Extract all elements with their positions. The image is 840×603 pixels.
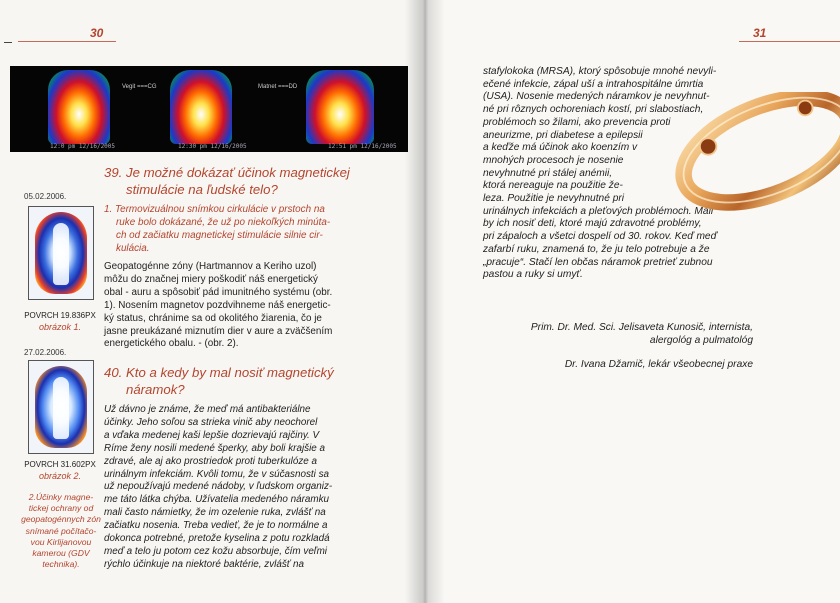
figure1-aura-image [28, 206, 94, 300]
page-number-left: 30 [90, 26, 104, 40]
figure2-date: 27.02.2006. [24, 348, 67, 357]
figure1-label: obrázok 1. [38, 322, 82, 332]
figure2-label: obrázok 2. [38, 471, 82, 481]
question-39-body: Geopatogénne zóny (Hartmannov a Keriho uzol) môžu do značnej miery poškodiť náš energetický obal - auru a spôsobiť pád imunitného systému (obr. 1). Nosením magnetov pozdvihneme náš energetic- ký status, chránime sa od okolitého žiarenia, čo je jasne preukázané miznutím dier v aure a zväčšením energetického obalu. - (obr. 2). [104, 261, 333, 350]
question-40-body: Už dávno je známe, že meď má antibakteriálne účinky. Jeho soľou sa strieka vinič aby neochorel a vďaka medenej kaši lepšie dozrievajú rajčiny. V Ríme ženy nosili medené šperky, aby boli krajšie a zdravé, ale aj ako prostriedok proti tuberkulóze a urinálnym infekciám. Kvôli tomu, že v súčasnosti sa už nepoužívajú medené nádoby, v ľudskom organiz- me táto látka chýba. Užívatelia medeného náramku mali často námietky, že im ozelenie ruka, zvlášť na začiatku nosenia. Treba vedieť, že je to normálne a dokonca potrebné, pretože kyselina z potu rozkladá meď a telo ju potom cez kožu absorbuje, čím veľmi rýchlo účinkuje na niektoré baktérie, zvlášť na [104, 404, 333, 570]
question-39-figure-note: 1. Termovizuálnou snímkou cirkulácie v prstoch na ruke bolo dokázané, že už po niekoľkých minútа- ch od začiatku magnetickej stimulácie silnie cir- kulácia. [104, 204, 331, 254]
header-rule-right [739, 41, 840, 42]
question-39-number: 39. [104, 165, 123, 180]
header-mark-left [4, 42, 12, 43]
figure2-area: POVRCH 31.602PX [24, 460, 96, 469]
right-page [421, 0, 840, 603]
thermo-hands-2 [170, 70, 232, 144]
thermo-caption-3: 12:51 pm 12/16/2005 [328, 143, 397, 150]
thermo-hands-3 [306, 70, 374, 144]
right-page-body: stafylokoka (MRSA), ktorý spôsobuje mnohé nevylі- ečené infekcie, zápal uší a intrahospitálne úmrtia (USA). Nosenie medených náramkov je nevyhnut- né pri rôznych ochoreniach kostí, pri slabostiach, problémoch so žilami, ako prevencia proti aneurizme, pri diabetese a epilepsii a keďže má účinok ako koenzím v mnohých procesoch je nosenie nevyhnutné pri stálej anémii, ktorá nereaguje na použitie že- leza. Použitie je nevyhnutné pri urinálnych infekciách a pleťových problémoch. Mali by ich nosiť deti, ktoré majú zdravotné problémy, pri zápaloch a všetci dospelí od 30. rokov. Keď meď zafarbí ruku, znamená to, že ju telo potrebuje a že „pracuje“. Stačí len občas náramok pretrieť zubnou pastou a ruky si umyť. [483, 66, 717, 281]
thermo-label-1: Vegit ===CG [122, 84, 157, 90]
figure1-area: POVRCH 19.836PX [24, 311, 96, 320]
header-rule-left [18, 41, 116, 42]
thermo-caption-2: 12:30 pm 12/16/2005 [178, 143, 247, 150]
thermo-hands-1 [48, 70, 110, 144]
thermography-image [10, 66, 408, 152]
thermo-label-2: Matnet ===DD [258, 84, 298, 90]
figure1-date: 05.02.2006. [24, 192, 67, 201]
figure-caption: 2.Účinky magne- tickej ochrany od geopatogénnych zón snímané počítačo- vou Kirlijanovou kamerou (GDV technika). [21, 492, 101, 570]
question-40-number: 40. [104, 365, 123, 380]
thermo-caption-1: 12:0 pm 12/16/2005 [50, 143, 116, 150]
copper-bracelet-image [666, 92, 840, 232]
figure2-aura-image [28, 360, 94, 454]
signature-general-practitioner: Dr. Ivana Džamič, lekár všeobecnej praxe [564, 359, 753, 370]
question-39-heading: 39. Je možné dokázať účinok magnetickej stimulácie na ľudské telo? [104, 165, 350, 197]
question-40-heading: 40. Kto a kedy by mal nosiť magnetický náramok? [104, 365, 334, 397]
signature-internist: Prim. Dr. Med. Sci. Jelisaveta Kunosič, internista, alergológ a pulmatológ [530, 322, 753, 346]
page-number-right: 31 [753, 26, 767, 40]
